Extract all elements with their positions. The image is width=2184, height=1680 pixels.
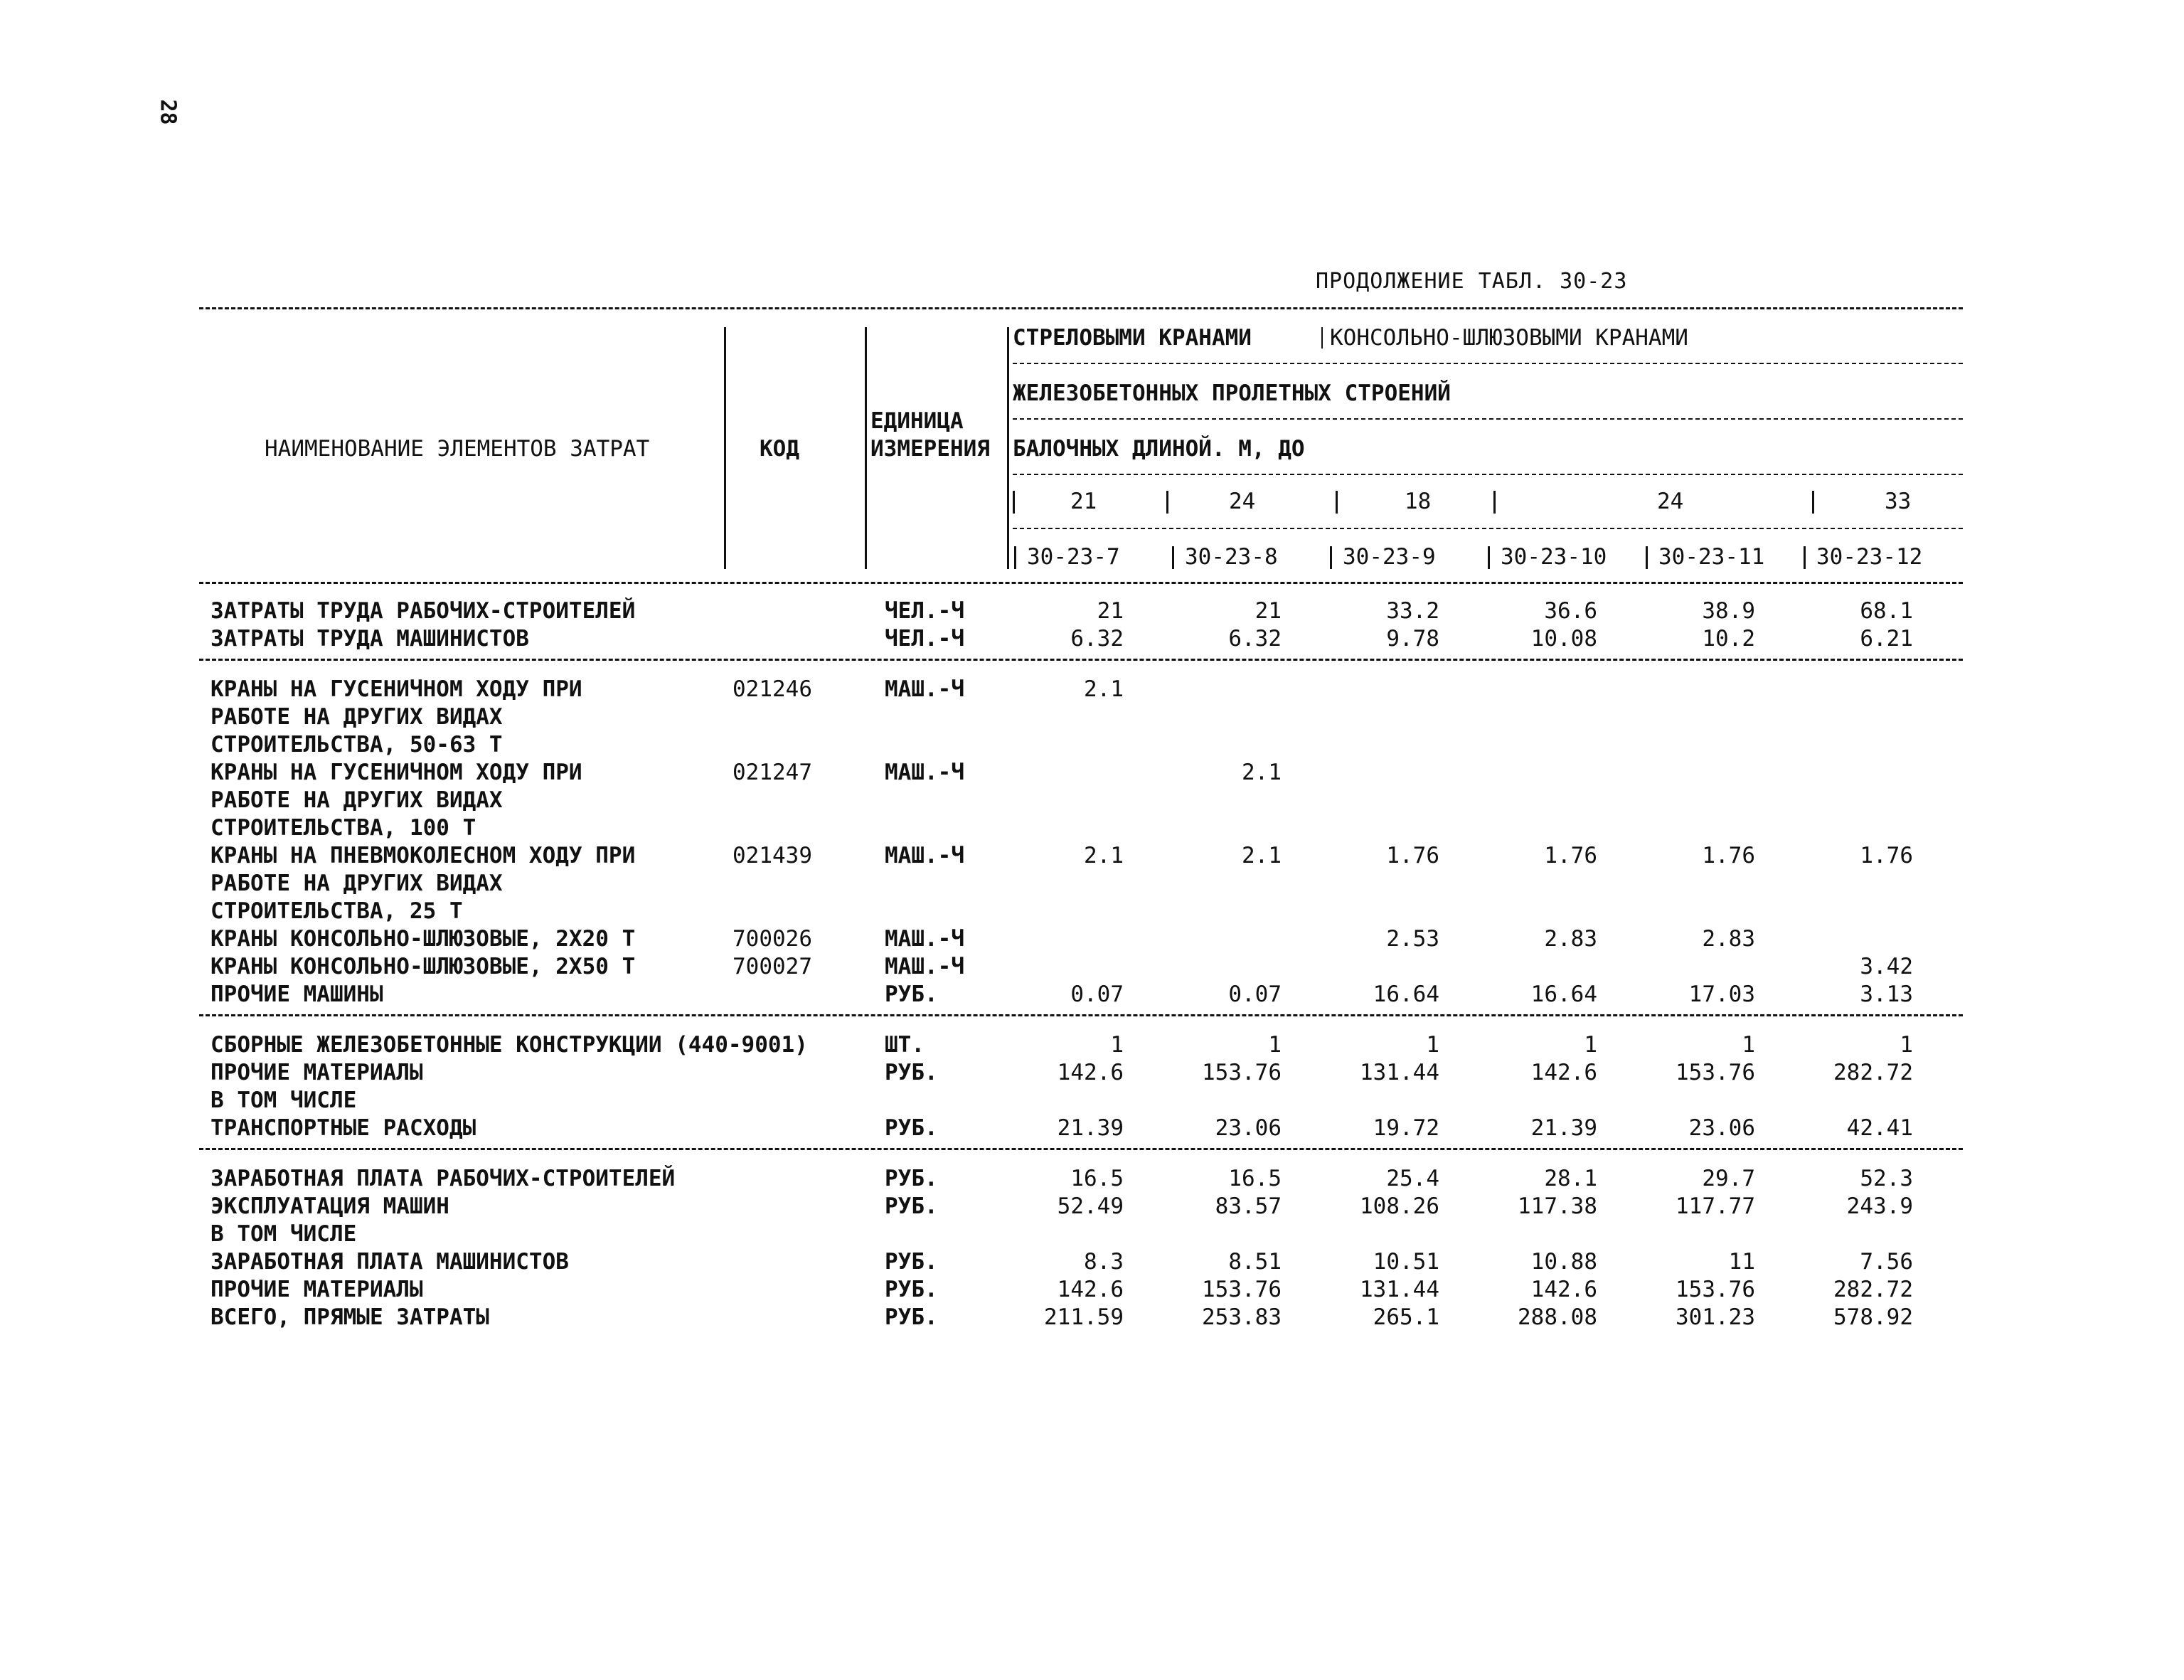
value-cell: 2.1	[1242, 760, 1282, 785]
value-cell: 282.72	[1833, 1277, 1913, 1302]
row-unit: МАШ.-Ч	[885, 926, 964, 952]
value-cell: 1	[1584, 1032, 1597, 1058]
row-unit: МАШ.-Ч	[885, 843, 964, 868]
length-divider	[1336, 491, 1338, 514]
row-name: СТРОИТЕЛЬСТВА, 50-63 Т	[211, 732, 503, 757]
value-cell: 2.1	[1242, 843, 1282, 868]
column-code: 30-23-11	[1658, 544, 1765, 570]
header-row3: БАЛОЧНЫХ ДЛИНОЙ. М, ДО	[1013, 436, 1305, 462]
row-unit: РУБ.	[885, 1304, 938, 1330]
value-cell: 19.72	[1373, 1115, 1439, 1141]
header-code: КОД	[760, 436, 799, 462]
column-code: 30-23-7	[1027, 544, 1120, 570]
value-cell: 9.78	[1386, 626, 1439, 652]
row-unit: ЧЕЛ.-Ч	[885, 598, 964, 624]
row-name: ЗАРАБОТНАЯ ПЛАТА РАБОЧИХ-СТРОИТЕЛЕЙ	[211, 1166, 676, 1191]
value-cell: 10.08	[1530, 626, 1597, 652]
section-rule	[199, 659, 1963, 661]
row-name: ЗАТРАТЫ ТРУДА МАШИНИСТОВ	[211, 626, 529, 652]
value-cell: 1.76	[1544, 843, 1597, 868]
value-cell: 0.07	[1070, 982, 1124, 1007]
row-name: КРАНЫ НА ГУСЕНИЧНОМ ХОДУ ПРИ	[211, 676, 582, 702]
value-cell: 1	[1742, 1032, 1755, 1058]
row-name: КРАНЫ КОНСОЛЬНО-ШЛЮЗОВЫЕ, 2Х20 Т	[211, 926, 636, 952]
rule-h3	[1013, 474, 1963, 475]
row-name: СТРОИТЕЛЬСТВА, 100 Т	[211, 815, 476, 841]
value-cell: 6.21	[1860, 626, 1913, 652]
value-cell: 21.39	[1530, 1115, 1597, 1141]
value-cell: 8.3	[1084, 1249, 1124, 1275]
value-cell: 117.38	[1518, 1193, 1597, 1219]
column-code: 30-23-8	[1185, 544, 1278, 570]
length-cell: 24	[1657, 489, 1684, 514]
row-code: 021439	[733, 843, 812, 868]
value-cell: 23.06	[1688, 1115, 1755, 1141]
length-divider	[1166, 491, 1168, 514]
row-unit: МАШ.-Ч	[885, 676, 964, 702]
value-cell: 3.42	[1860, 954, 1913, 979]
group-b: КОНСОЛЬНО-ШЛЮЗОВЫМИ КРАНАМИ	[1330, 325, 1688, 351]
value-cell: 6.32	[1228, 626, 1282, 652]
value-cell: 153.76	[1202, 1277, 1282, 1302]
value-cell: 10.88	[1530, 1249, 1597, 1275]
value-cell: 142.6	[1530, 1277, 1597, 1302]
row-unit: ЧЕЛ.-Ч	[885, 626, 964, 652]
section-rule	[199, 1014, 1963, 1016]
row-name: РАБОТЕ НА ДРУГИХ ВИДАХ	[211, 871, 503, 896]
length-cell: 18	[1405, 489, 1432, 514]
value-cell: 117.77	[1676, 1193, 1755, 1219]
length-divider	[1812, 491, 1814, 514]
value-cell: 2.1	[1084, 843, 1124, 868]
row-unit: РУБ.	[885, 1193, 938, 1219]
value-cell: 265.1	[1373, 1304, 1439, 1330]
value-cell: 21.39	[1057, 1115, 1124, 1141]
value-cell: 17.03	[1688, 982, 1755, 1007]
length-cell: 21	[1070, 489, 1097, 514]
row-unit: МАШ.-Ч	[885, 760, 964, 785]
value-cell: 11	[1728, 1249, 1755, 1275]
value-cell: 1.76	[1386, 843, 1439, 868]
value-cell: 2.53	[1386, 926, 1439, 952]
value-cell: 1.76	[1702, 843, 1755, 868]
value-cell: 38.9	[1702, 598, 1755, 624]
rule-h4	[1013, 528, 1963, 529]
value-cell: 1	[1426, 1032, 1439, 1058]
row-name: В ТОМ ЧИСЛЕ	[211, 1221, 357, 1247]
header-name	[265, 435, 649, 462]
value-cell: 253.83	[1202, 1304, 1282, 1330]
value-cell: 83.57	[1215, 1193, 1282, 1219]
header-unit-2: ИЗМЕРЕНИЯ	[870, 436, 990, 462]
value-cell: 2.1	[1084, 676, 1124, 702]
row-unit: РУБ.	[885, 1115, 938, 1141]
length-divider	[1013, 491, 1015, 514]
value-cell: 23.06	[1215, 1115, 1282, 1141]
rule-h1	[1013, 363, 1963, 364]
row-name: ПРОЧИЕ МАТЕРИАЛЫ	[211, 1277, 423, 1302]
section-rule	[199, 1148, 1963, 1150]
value-cell: 2.83	[1544, 926, 1597, 952]
value-cell: 16.64	[1530, 982, 1597, 1007]
row-code: 700027	[733, 954, 812, 979]
row-unit: ШТ.	[885, 1032, 925, 1058]
group-a: СТРЕЛОВЫМИ КРАНАМИ	[1013, 325, 1252, 351]
header-unit-1: ЕДИНИЦА	[870, 408, 964, 434]
value-cell: 1.76	[1860, 843, 1913, 868]
row-name: РАБОТЕ НА ДРУГИХ ВИДАХ	[211, 704, 503, 730]
value-cell: 578.92	[1833, 1304, 1913, 1330]
row-unit: РУБ.	[885, 1060, 938, 1085]
value-cell: 52.49	[1057, 1193, 1124, 1219]
row-name: СБОРНЫЕ ЖЕЛЕЗОБЕТОННЫЕ КОНСТРУКЦИИ (440-9001)	[211, 1032, 808, 1058]
row-unit: РУБ.	[885, 1166, 938, 1191]
value-cell: 10.51	[1373, 1249, 1439, 1275]
value-cell: 16.64	[1373, 982, 1439, 1007]
value-cell: 52.3	[1860, 1166, 1913, 1191]
row-name: ПРОЧИЕ МАТЕРИАЛЫ	[211, 1060, 423, 1085]
length-divider	[1493, 491, 1496, 514]
column-code: 30-23-12	[1816, 544, 1923, 570]
value-cell: 153.76	[1676, 1060, 1755, 1085]
value-cell: 153.76	[1676, 1277, 1755, 1302]
value-cell: 6.32	[1070, 626, 1124, 652]
value-cell: 21	[1255, 598, 1282, 624]
value-cell: 21	[1097, 598, 1124, 624]
row-name: В ТОМ ЧИСЛЕ	[211, 1088, 357, 1113]
row-name: ЗАРАБОТНАЯ ПЛАТА МАШИНИСТОВ	[211, 1249, 569, 1275]
length-cell: 24	[1229, 489, 1256, 514]
value-cell: 7.56	[1860, 1249, 1913, 1275]
value-cell: 1	[1900, 1032, 1913, 1058]
header-row2: ЖЕЛЕЗОБЕТОННЫХ ПРОЛЕТНЫХ СТРОЕНИЙ	[1013, 381, 1451, 406]
value-cell: 108.26	[1360, 1193, 1439, 1219]
row-unit: РУБ.	[885, 1277, 938, 1302]
header-name-text: НАИМЕНОВАНИЕ ЭЛЕМЕНТОВ ЗАТРАТ	[265, 436, 650, 462]
value-cell: 29.7	[1702, 1166, 1755, 1191]
value-cell: 142.6	[1530, 1060, 1597, 1085]
value-cell: 8.51	[1228, 1249, 1282, 1275]
value-cell: 1	[1110, 1032, 1124, 1058]
value-cell: 25.4	[1386, 1166, 1439, 1191]
row-unit: РУБ.	[885, 982, 938, 1007]
row-name: ПРОЧИЕ МАШИНЫ	[211, 982, 383, 1007]
row-name: ТРАНСПОРТНЫЕ РАСХОДЫ	[211, 1115, 476, 1141]
page-number: 28	[155, 99, 181, 125]
row-code: 021247	[733, 760, 812, 785]
value-cell: 142.6	[1057, 1277, 1124, 1302]
rule-h2	[1013, 418, 1963, 420]
row-name: КРАНЫ НА ПНЕВМОКОЛЕСНОМ ХОДУ ПРИ	[211, 843, 636, 868]
value-cell: 131.44	[1360, 1060, 1439, 1085]
header-bottom-rule	[199, 582, 1963, 584]
value-cell: 153.76	[1202, 1060, 1282, 1085]
code-divider	[1488, 546, 1490, 569]
value-cell: 0.07	[1228, 982, 1282, 1007]
row-unit: РУБ.	[885, 1249, 938, 1275]
column-code: 30-23-10	[1501, 544, 1607, 570]
col-divider-1	[724, 327, 726, 569]
top-rule	[199, 307, 1963, 309]
group-divider	[1321, 327, 1323, 349]
value-cell: 1	[1268, 1032, 1282, 1058]
value-cell: 288.08	[1518, 1304, 1597, 1330]
value-cell: 3.13	[1860, 982, 1913, 1007]
col-divider-2	[865, 327, 867, 569]
value-cell: 211.59	[1044, 1304, 1124, 1330]
code-divider	[1804, 546, 1806, 569]
length-cell: 33	[1885, 489, 1912, 514]
value-cell: 142.6	[1057, 1060, 1124, 1085]
row-name: ЗАТРАТЫ ТРУДА РАБОЧИХ-СТРОИТЕЛЕЙ	[211, 598, 636, 624]
value-cell: 42.41	[1846, 1115, 1913, 1141]
row-unit: МАШ.-Ч	[885, 954, 964, 979]
column-code: 30-23-9	[1343, 544, 1436, 570]
row-code: 021246	[733, 676, 812, 702]
code-divider	[1014, 546, 1016, 569]
row-name: КРАНЫ НА ГУСЕНИЧНОМ ХОДУ ПРИ	[211, 760, 582, 785]
row-name: РАБОТЕ НА ДРУГИХ ВИДАХ	[211, 787, 503, 813]
value-cell: 36.6	[1544, 598, 1597, 624]
value-cell: 33.2	[1386, 598, 1439, 624]
value-cell: 16.5	[1228, 1166, 1282, 1191]
value-cell: 16.5	[1070, 1166, 1124, 1191]
value-cell: 243.9	[1846, 1193, 1913, 1219]
row-name: КРАНЫ КОНСОЛЬНО-ШЛЮЗОВЫЕ, 2Х50 Т	[211, 954, 636, 979]
value-cell: 2.83	[1702, 926, 1755, 952]
code-divider	[1646, 546, 1648, 569]
value-cell: 131.44	[1360, 1277, 1439, 1302]
value-cell: 28.1	[1544, 1166, 1597, 1191]
value-cell: 301.23	[1676, 1304, 1755, 1330]
value-cell: 10.2	[1702, 626, 1755, 652]
col-divider-3	[1007, 327, 1009, 569]
row-code: 700026	[733, 926, 812, 952]
code-divider	[1330, 546, 1332, 569]
row-name: ЭКСПЛУАТАЦИЯ МАШИН	[211, 1193, 449, 1219]
row-name: СТРОИТЕЛЬСТВА, 25 Т	[211, 898, 463, 924]
code-divider	[1172, 546, 1174, 569]
continuation-title: ПРОДОЛЖЕНИЕ ТАБЛ. 30-23	[1316, 269, 1628, 294]
row-name: ВСЕГО, ПРЯМЫЕ ЗАТРАТЫ	[211, 1304, 489, 1330]
value-cell: 282.72	[1833, 1060, 1913, 1085]
value-cell: 68.1	[1860, 598, 1913, 624]
